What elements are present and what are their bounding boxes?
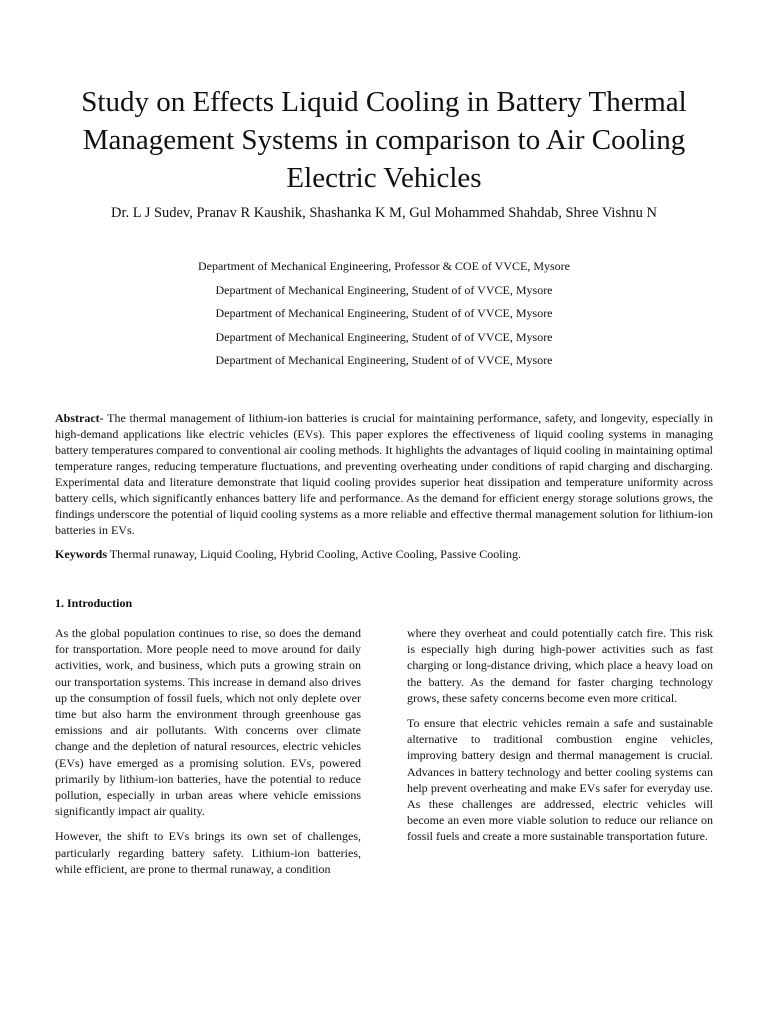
affiliation: Department of Mechanical Engineering, Professor & COE of VVCE, Mysore — [197, 259, 571, 273]
section-heading-introduction: 1. Introduction — [55, 596, 133, 610]
left-column — [55, 625, 361, 886]
abstract-text: The thermal management of lithium-ion batteries is crucial for maintaining performance, safety, and longevity, especially in high-demand applications like electric vehicles (EVs). This paper explores the effectiveness of liquid cooling systems in managing battery temperatures compared to conventional air cooling methods. It highlights the advantages of liquid cooling in maintaining optimal temperature ranges, reducing temperature fluctuations, and preventing overheating under conditions of rapid charging and discharging. Experimental data and literature demonstrate that liquid cooling provides superior heat dissipation and temperature uniformity across battery cells, which significantly enhances battery life and performance. As the demand for efficient energy storage solutions grows, the findings underscore the potential of liquid cooling systems as a more reliable and effective thermal management solution for lithium-ion batteries in EVs. — [55, 411, 713, 537]
abstract-label: Abstract- — [55, 411, 104, 425]
title-line: Study on Effects Liquid Cooling in Battery Thermal — [81, 86, 687, 118]
affiliation-list — [100, 258, 668, 376]
keywords-text: Thermal runaway, Liquid Cooling, Hybrid Cooling, Active Cooling, Passive Cooling. — [107, 547, 521, 561]
paragraph: However, the shift to EVs brings its own set of challenges, particularly regarding battery safety. Lithium-ion batteries, while efficient, are prone to thermal runaway, a condition — [55, 829, 361, 876]
title-line: Management Systems in comparison to Air Cooling — [82, 124, 686, 156]
author-list: Dr. L J Sudev, Pranav R Kaushik, Shashanka K M, Gul Mohammed Shahdab, Shree Vishnu N — [111, 205, 657, 221]
paragraph: To ensure that electric vehicles remain a safe and sustainable alternative to traditional combustion engine vehicles, improving battery design and thermal management is crucial. Advances in battery technology and better cooling systems can help prevent overheating and make EVs safer for everyday use. As these challenges are addressed, electric vehicles will become an even more viable solution to reduce our reliance on fossil fuels and create a more sustainable transportation future. — [407, 716, 713, 844]
title-line: Electric Vehicles — [286, 162, 482, 194]
affiliation: Department of Mechanical Engineering, Student of of VVCE, Mysore — [215, 282, 553, 297]
right-column — [407, 625, 713, 854]
affiliation: Department of Mechanical Engineering, Student of of VVCE, Mysore — [215, 353, 553, 367]
affiliation: Department of Mechanical Engineering, Student of of VVCE, Mysore — [215, 329, 553, 344]
affiliation: Department of Mechanical Engineering, Student of of VVCE, Mysore — [215, 306, 553, 320]
keywords-label: Keywords — [55, 547, 107, 561]
keywords — [55, 546, 713, 562]
paragraph: As the global population continues to rise, so does the demand for transportation. More people need to move around for daily activities, work, and business, which puts a growing strain on our transportation systems. This increase in demand also drives up the consumption of fossil fuels, which not only deplete over time but also harm the environment through greenhouse gas emissions and air pollutants. With concerns over climate change and the depletion of natural resources, electric vehicles (EVs) have emerged as a promising solution. EVs, powered primarily by lithium-ion batteries, have the potential to reduce pollution, especially in urban areas where vehicle emissions significantly impact air quality. — [55, 626, 361, 819]
abstract — [55, 410, 713, 538]
paper-title — [40, 83, 728, 197]
paragraph: where they overheat and could potentially catch fire. This risk is especially high during high-power activities such as fast charging or long-distance driving, which place a heavy load on the battery. As the demand for faster charging technology grows, these safety concerns become even more critical. — [407, 626, 713, 705]
